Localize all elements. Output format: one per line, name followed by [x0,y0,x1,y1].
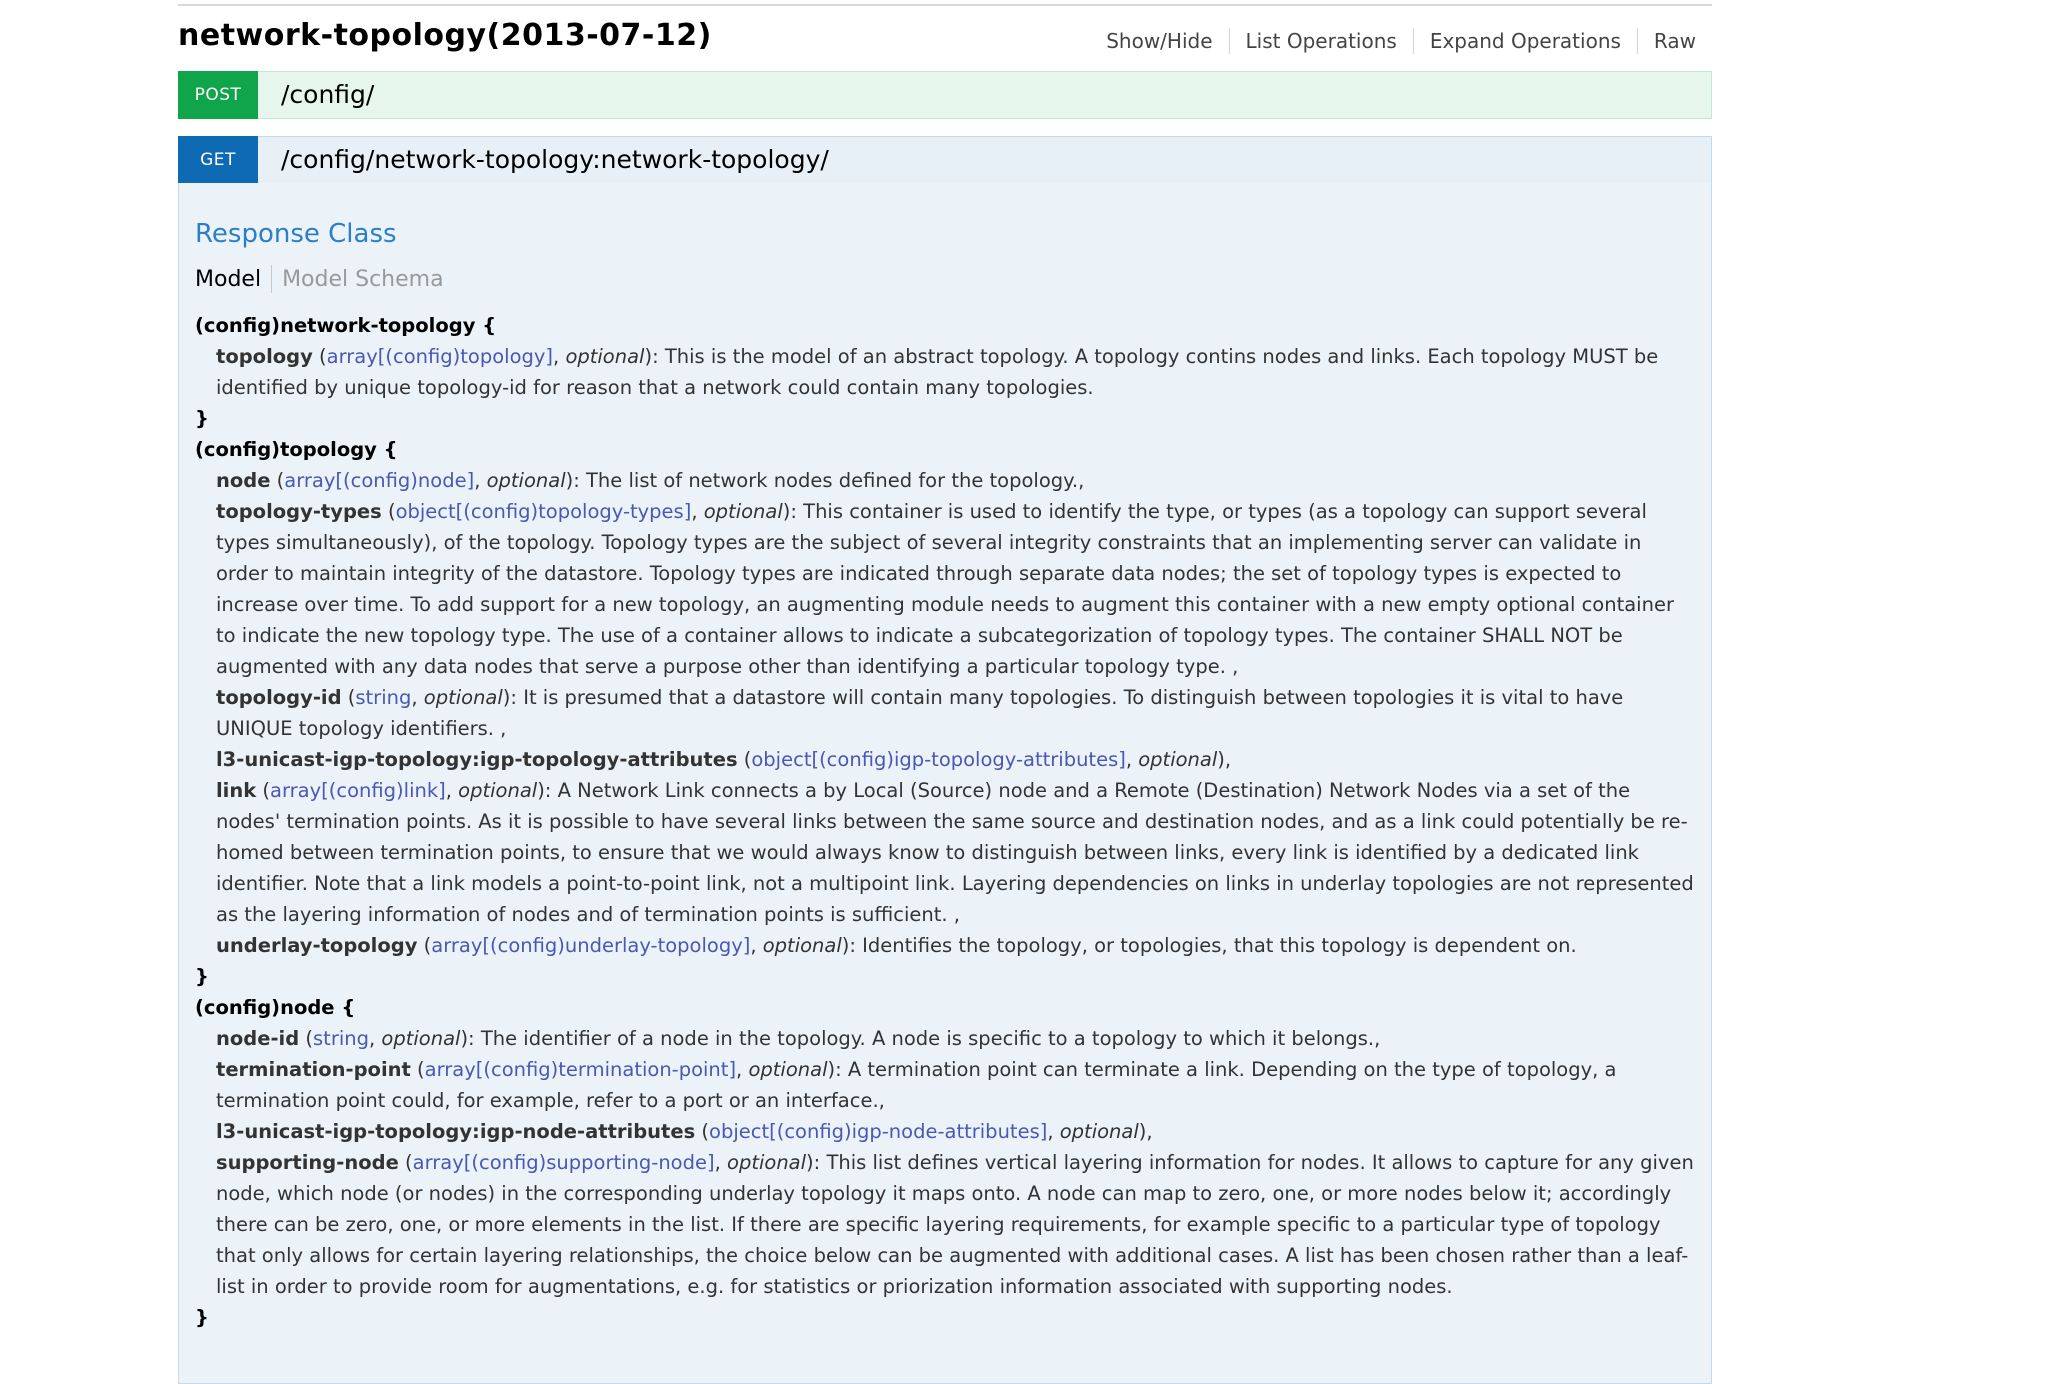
tab-divider [271,265,272,293]
property-name: node-id [216,1027,300,1050]
property-name: l3-unicast-igp-topology:igp-topology-attributes [216,748,738,771]
resource-heading [178,12,1712,64]
tab-model[interactable]: Model [195,266,262,292]
model-property: link (array[(config)link], optional): A Network Link connects a by Local (Source) node and a Remote (Destination) Network Nodes via a set of the nodes' termination points. As it is possible to have several links between the same source and destination nodes, and as a link could potentially be re-homed between termination points, to ensure that we would always know to distinguish between links, every link is identified by a dedicated link identifier. Note that a link models a point-to-point link, not a multipoint link. Layering dependencies on links in underlay topologies are not represented as the layering information of nodes and of termination points is sufficient. , [216,779,1694,926]
property-optional: optional [727,1151,807,1174]
property-type-link[interactable]: object[(config)igp-topology-attributes] [751,748,1126,771]
endpoint-path[interactable]: /config/network-topology:network-topology/ [281,145,829,174]
property-optional: optional [703,500,783,523]
property-type-link[interactable]: array[(config)underlay-topology] [431,934,751,957]
property-type-link[interactable]: string [313,1027,369,1050]
property-type-link[interactable]: array[(config)termination-point] [424,1058,737,1081]
model-property: node (array[(config)node], optional): The list of network nodes defined for the topology., [216,469,1085,492]
list-operations-link[interactable]: List Operations [1245,29,1397,53]
http-method-badge[interactable]: POST [178,71,258,119]
model-close: } [195,1306,209,1329]
property-description: This list defines vertical layering information for nodes. It allows to capture for any given node, which node (or nodes) in the corresponding underlay topology it maps onto. A node can map to zero, one, or more nodes below it; accordingly there can be zero, one, or more elements in the list. If there are specific layering requirements, for example specific to a particular type of topology that only allows for certain layering relationships, the choice below can be augmented with additional cases. A list has been chosen rather than a leaf-list in order to provide room for augmentations, e.g. for statistics or priorization information associated with supporting nodes. [216,1151,1694,1298]
property-name: termination-point [216,1058,411,1081]
resource-operations [1090,28,1712,54]
model-property: supporting-node (array[(config)supporting-node], optional): This list defines vertical layering information for nodes. It allows to capture for any given node, which node (or nodes) in the corresponding underlay topology it maps onto. A node can map to zero, one, or more nodes below it; accordingly there can be zero, one, or more elements in the list. If there are specific layering requirements, for example specific to a particular type of topology that only allows for certain layering relationships, the choice below can be augmented with additional cases. A list has been chosen rather than a leaf-list in order to provide room for augmentations, e.g. for statistics or priorization information associated with supporting nodes. [216,1151,1694,1298]
property-optional: optional [423,686,503,709]
property-description: The list of network nodes defined for the topology., [586,469,1085,492]
endpoint-path[interactable]: /config/ [281,80,375,109]
model-tabs [195,265,444,293]
model-open: (config)topology { [195,438,398,461]
show-hide-link[interactable]: Show/Hide [1106,29,1213,53]
model-signature [195,310,1695,1333]
property-optional: optional [458,779,538,802]
property-name: topology-types [216,500,382,523]
endpoint-post-config[interactable] [178,71,1712,119]
tab-model-schema[interactable]: Model Schema [282,266,444,292]
property-type-link[interactable]: array[(config)node] [284,469,475,492]
property-name: node [216,469,271,492]
response-class-heading: Response Class [195,219,397,249]
model-property: topology (array[(config)topology], optional): This is the model of an abstract topology. A topology contins nodes and links. Each topology MUST be identified by unique topology-id for reason that a network could contain many topologies. [216,345,1659,399]
model-property: topology-types (object[(config)topology-types], optional): This container is used to identify the type, or types (as a topology can support several types simultaneously), of the topology. Topology types are the subject of several integrity constraints that an implementing server can validate in order to maintain integrity of the datastore. Topology types are indicated through separate data nodes; the set of topology types is expected to increase over time. To add support for a new topology, an augmenting module needs to augment this container with a new empty optional container to indicate the new topology type. The use of a container allows to indicate a subcategorization of topology types. The container SHALL NOT be augmented with any data nodes that serve a purpose other than identifying a particular topology type. , [216,500,1674,678]
property-name: topology [216,345,313,368]
property-type-link[interactable]: array[(config)link] [270,779,446,802]
property-optional: optional [1138,748,1218,771]
model-property: topology-id (string, optional): It is presumed that a datastore will contain many topologies. To distinguish between topologies it is vital to have UNIQUE topology identifiers. , [216,686,1624,740]
endpoint-get-network-topology[interactable] [178,136,1712,184]
model-property: termination-point (array[(config)termination-point], optional): A termination point can terminate a link. Depending on the type of topology, a termination point could, for example, refer to a port or an interface., [216,1058,1617,1112]
model-property: node-id (string, optional): The identifier of a node in the topology. A node is specific to a topology to which it belongs., [216,1027,1381,1050]
model-close: } [195,965,209,988]
property-optional: optional [748,1058,828,1081]
model-property: l3-unicast-igp-topology:igp-node-attributes (object[(config)igp-node-attributes], optional), [216,1120,1153,1143]
expand-operations-link[interactable]: Expand Operations [1429,29,1621,53]
property-description: It is presumed that a datastore will contain many topologies. To distinguish between topologies it is vital to have UNIQUE topology identifiers. , [216,686,1624,740]
raw-link[interactable]: Raw [1653,29,1696,53]
property-type-link[interactable]: string [355,686,412,709]
model-property: underlay-topology (array[(config)underlay-topology], optional): Identifies the topology, or topologies, that this topology is dependent on. [216,934,1577,957]
property-type-link[interactable]: object[(config)igp-node-attributes] [709,1120,1048,1143]
property-description: This is the model of an abstract topology. A topology contins nodes and links. Each topology MUST be identified by unique topology-id for reason that a network could contain many topologies. [216,345,1659,399]
property-optional: optional [486,469,566,492]
endpoint-details [178,183,1712,1384]
property-optional: optional [565,345,645,368]
property-name: underlay-topology [216,934,418,957]
property-description: The identifier of a node in the topology. A node is specific to a topology to which it belongs., [480,1027,1381,1050]
http-method-badge[interactable]: GET [178,136,258,184]
property-type-link[interactable]: array[(config)supporting-node] [412,1151,715,1174]
model-close: } [195,407,209,430]
property-type-link[interactable]: object[(config)topology-types] [395,500,692,523]
property-description: A Network Link connects a by Local (Source) node and a Remote (Destination) Network Nodes via a set of the nodes' termination points. As it is possible to have several links between the same source and destination nodes, and as a link could potentially be re-homed between termination points, to ensure that we would always know to distinguish between links, every link is identified by a dedicated link identifier. Note that a link models a point-to-point link, not a multipoint link. Layering dependencies on links in underlay topologies are not represented as the layering information of nodes and of termination points is sufficient. , [216,779,1694,926]
model-open: (config)node { [195,996,356,1019]
property-name: topology-id [216,686,342,709]
property-type-link[interactable]: array[(config)topology] [326,345,554,368]
property-optional: optional [1059,1120,1139,1143]
top-divider [178,4,1712,6]
property-optional: optional [762,934,842,957]
model-open: (config)network-topology { [195,314,497,337]
property-description: This container is used to identify the type, or types (as a topology can support several types simultaneously), of the topology. Topology types are the subject of several integrity constraints that an implementing server can validate in order to maintain integrity of the datastore. Topology types are indicated through separate data nodes; the set of topology types is expected to increase over time. To add support for a new topology, an augmenting module needs to augment this container with a new empty optional container to indicate the new topology type. The use of a container allows to indicate a subcategorization of topology types. The container SHALL NOT be augmented with any data nodes that serve a purpose other than identifying a particular topology type. , [216,500,1674,678]
resource-title[interactable]: network-topology(2013-07-12) [178,18,712,53]
property-description: A termination point can terminate a link. Depending on the type of topology, a termination point could, for example, refer to a port or an interface., [216,1058,1617,1112]
property-name: l3-unicast-igp-topology:igp-node-attributes [216,1120,696,1143]
model-property: l3-unicast-igp-topology:igp-topology-attributes (object[(config)igp-topology-attributes], optional), [216,748,1232,771]
property-name: link [216,779,257,802]
property-description: Identifies the topology, or topologies, that this topology is dependent on. [862,934,1577,957]
property-optional: optional [381,1027,461,1050]
property-name: supporting-node [216,1151,399,1174]
